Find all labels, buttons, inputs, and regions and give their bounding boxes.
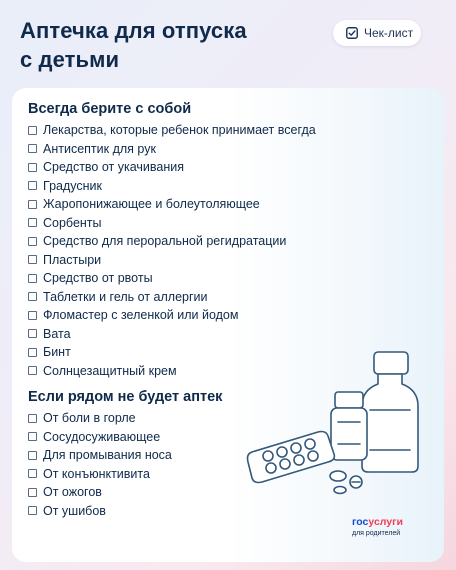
checklist-item[interactable]: От ушибов	[28, 502, 172, 521]
checklist-item[interactable]: Для промывания носа	[28, 446, 172, 465]
checklist-item[interactable]: Жаропонижающее и болеутоляющее	[28, 195, 316, 214]
checkbox-check-icon	[346, 27, 358, 39]
logo-part-gos: гос	[352, 516, 369, 528]
checklist-item[interactable]: От боли в горле	[28, 409, 172, 428]
checkbox[interactable]	[28, 274, 37, 283]
gosuslugi-logo	[352, 516, 403, 539]
checklist-item[interactable]: От конъюнктивита	[28, 465, 172, 484]
pill-jar-icon	[331, 392, 367, 460]
checkbox[interactable]	[28, 488, 37, 497]
checklist-item[interactable]: Фломастер с зеленкой или йодом	[28, 306, 316, 325]
medicine-illustration	[234, 348, 434, 498]
checkbox[interactable]	[28, 329, 37, 338]
checkbox[interactable]	[28, 255, 37, 264]
checklist-item[interactable]: Пластыри	[28, 251, 316, 270]
page-title	[20, 16, 247, 74]
checkbox[interactable]	[28, 469, 37, 478]
checkbox[interactable]	[28, 163, 37, 172]
checkbox[interactable]	[28, 144, 37, 153]
checklist-item[interactable]: От ожогов	[28, 483, 172, 502]
checkbox[interactable]	[28, 200, 37, 209]
checkbox[interactable]	[28, 451, 37, 460]
checkbox[interactable]	[28, 126, 37, 135]
checklist-item[interactable]: Средство от рвоты	[28, 269, 316, 288]
checkbox[interactable]	[28, 181, 37, 190]
checkbox[interactable]	[28, 218, 37, 227]
logo-part-uslugi: услуги	[368, 516, 403, 528]
page-title-line-1: Аптечка для отпуска	[20, 18, 247, 43]
section-no-pharmacy-list	[28, 409, 172, 520]
checkbox[interactable]	[28, 292, 37, 301]
section-always-list	[28, 121, 316, 380]
page-title-line-2: с детьми	[20, 47, 120, 72]
logo-subtitle: для родителей	[352, 530, 401, 537]
checkbox[interactable]	[28, 432, 37, 441]
checkbox[interactable]	[28, 366, 37, 375]
medicine-bottle-icon	[362, 352, 418, 472]
checkbox[interactable]	[28, 237, 37, 246]
checklist-item[interactable]: Солнцезащитный крем	[28, 362, 316, 381]
checkbox[interactable]	[28, 414, 37, 423]
section-no-pharmacy-title: Если рядом не будет аптек	[28, 389, 223, 405]
checklist-card	[12, 88, 444, 562]
blister-pack-icon	[248, 432, 335, 483]
loose-pills-icon	[330, 471, 362, 494]
checklist-badge	[333, 20, 421, 46]
checkbox[interactable]	[28, 348, 37, 357]
checklist-item[interactable]: Вата	[28, 325, 316, 344]
checklist-item[interactable]: Средство от укачивания	[28, 158, 316, 177]
checklist-item[interactable]: Градусник	[28, 177, 316, 196]
checklist-item[interactable]: Лекарства, которые ребенок принимает всегда	[28, 121, 316, 140]
section-always-title: Всегда берите с собой	[28, 101, 192, 117]
checklist-badge-label: Чек-лист	[364, 26, 414, 40]
checklist-item[interactable]: Средство для пероральной регидратации	[28, 232, 316, 251]
checkbox[interactable]	[28, 506, 37, 515]
checklist-item[interactable]: Бинт	[28, 343, 316, 362]
checklist-item[interactable]: Антисептик для рук	[28, 140, 316, 159]
checklist-item[interactable]: Сорбенты	[28, 214, 316, 233]
checklist-item[interactable]: Таблетки и гель от аллергии	[28, 288, 316, 307]
checklist-item[interactable]: Сосудосуживающее	[28, 428, 172, 447]
checkbox[interactable]	[28, 311, 37, 320]
